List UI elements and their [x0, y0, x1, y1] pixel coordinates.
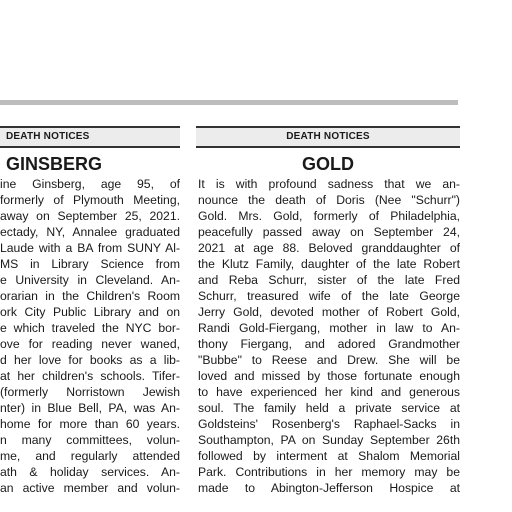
- notice-text-line: (formerly Norristown Jewish: [0, 385, 180, 399]
- notice-text-line: Goldsteins' Rosenberg's Raphael-Sacks in: [198, 417, 460, 431]
- deceased-name: GINSBERG: [6, 154, 103, 174]
- notice-text-line: nter) in Blue Bell, PA, was An-: [0, 401, 180, 415]
- notice-text-line: Schurr, treasured wife of the late George: [198, 289, 460, 303]
- notice-text-line: Jerry Gold, devoted mother of Robert Gold,: [198, 305, 460, 319]
- notice-text-line: ath & holiday services. An-: [0, 465, 180, 479]
- notice-text-line: Randi Gold-Fiergang, mother in law to An-: [198, 321, 460, 335]
- section-header: DEATH NOTICES: [0, 126, 180, 148]
- notice-text-line: ork City Public Library and on: [0, 305, 180, 319]
- notice-text-line: and Reba Schurr, sister of the late Fred: [198, 273, 460, 287]
- notice-text-line: MS in Library Science from: [0, 257, 180, 271]
- notice-text-line: It is with profound sadness that we an-: [198, 177, 460, 191]
- notice-text-line: me, and regularly attended: [0, 449, 180, 463]
- section-header: DEATH NOTICES: [196, 126, 460, 148]
- notice-text-line: followed by interment at Shalom Memorial: [198, 449, 460, 463]
- notice-text-line: n many committees, volun-: [0, 433, 180, 447]
- section-divider-rule: [0, 100, 458, 105]
- notice-text-line: d her love for books as a lib-: [0, 353, 180, 367]
- notice-text-line: Gold. Mrs. Gold, formerly of Philadelphia,: [198, 209, 460, 223]
- notice-text-line: at her children's schools. Tifer-: [0, 369, 180, 383]
- notice-text-line: the Klutz Family, daughter of the late Robert: [198, 257, 460, 271]
- notice-text-line: e which traveled the NYC bor-: [0, 321, 180, 335]
- notice-body: [0, 176, 180, 512]
- ginsberg-notice: [0, 126, 180, 512]
- notice-text-line: nounce the death of Doris (Nee "Schurr"): [198, 193, 460, 207]
- notice-text-line: thony Fiergang, and adored Grandmother: [198, 337, 460, 351]
- notice-text-line: [0, 496, 180, 512]
- notice-text-line: ectady, NY, Annalee graduated: [0, 225, 180, 239]
- notice-text-line: an active member and volun-: [0, 481, 180, 495]
- notice-text-line: home for more than 60 years.: [0, 417, 180, 431]
- notice-text-line: away on September 25, 2021.: [0, 209, 180, 223]
- notice-text-line: ove for reading never waned,: [0, 337, 180, 351]
- notice-text-line: formerly of Plymouth Meeting,: [0, 193, 180, 207]
- deceased-name: GOLD: [302, 154, 354, 174]
- notice-text-line: peacefully passed away on September 24,: [198, 225, 460, 239]
- notice-text-line: Southampton, PA on Sunday September 26th: [198, 433, 460, 447]
- notice-text-line: 2021 at age 88. Beloved granddaughter of: [198, 241, 460, 255]
- notice-text-line: e University in Cleveland. An-: [0, 273, 180, 287]
- gold-notice: [196, 126, 460, 496]
- notice-text-line: loved and missed by those fortunate enough: [198, 369, 460, 383]
- notice-text-line: soul. The family held a private service at: [198, 401, 460, 415]
- notice-text-line: to have experienced her kind and generous: [198, 385, 460, 399]
- notice-text-line: "Bubbe" to Reese and Drew. She will be: [198, 353, 460, 367]
- notice-text-line: ine Ginsberg, age 95, of: [0, 177, 180, 191]
- notice-text-line: Laude with a BA from SUNY Al-: [0, 241, 180, 255]
- notice-text-line: orarian in the Children's Room: [0, 289, 180, 303]
- notice-text-line: made to Abington-Jefferson Hospice at: [198, 481, 460, 495]
- notice-text-line: Park. Contributions in her memory may be: [198, 465, 460, 479]
- notice-body: [196, 176, 460, 496]
